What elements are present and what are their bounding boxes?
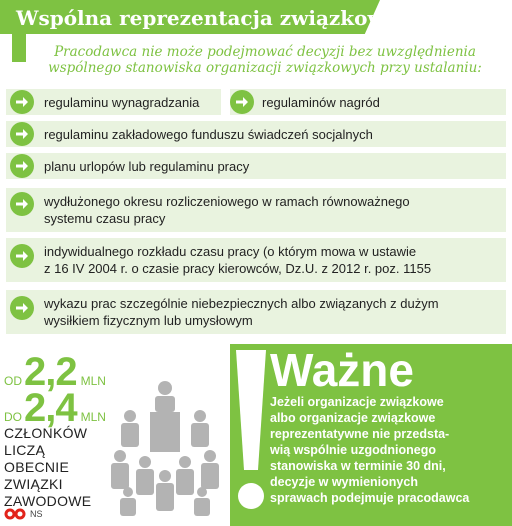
arrow-right-icon <box>10 90 34 114</box>
arrow-right-icon <box>10 192 34 216</box>
list-item: planu urlopów lub regulaminu pracy <box>6 153 506 179</box>
arrow-right-icon <box>10 122 34 146</box>
exclamation-icon <box>234 350 268 520</box>
members-label: CZŁONKÓW LICZĄ OBECNIE ZWIĄZKI ZAWODOWE <box>4 425 92 509</box>
list-item: indywidualnego rozkładu czasu pracy (o którym mowa w ustawie z 16 IV 2004 r. o czasie pracy kierowców, Dz.U. z 2012 r. poz. 1155 <box>6 238 506 282</box>
footer <box>4 508 43 520</box>
arrow-right-icon <box>10 296 34 320</box>
stat-from: OD 2,2 MLN <box>4 350 106 394</box>
stat-to: DO 2,4 MLN <box>4 386 106 430</box>
page-title: Wspólna reprezentacja związkowa <box>16 6 398 30</box>
intro-text: Pracodawca nie może podejmować decyzji bez uwzględnienia wspólnego stanowiska organizacji związkowych przy ustalaniu: <box>48 44 482 76</box>
list-item: wydłużonego okresu rozliczeniowego w ramach równoważnego systemu czasu pracy <box>6 188 506 232</box>
arrow-right-icon <box>230 90 254 114</box>
intro-tab-decoration <box>12 34 26 62</box>
important-title: Ważne <box>270 344 414 396</box>
list-item: regulaminu wynagradzania <box>6 89 221 115</box>
publisher-logo-icon <box>4 508 26 520</box>
important-text: Jeżeli organizacje związkowe albo organizacje związkowe reprezentatywne nie przedsta- wią wspólnie uzgodnionego stanowiska w terminie 30 dni, decyzje w wymienionych sprawach podejmuje pracodawca <box>270 395 470 505</box>
people-podium-icon <box>100 376 230 516</box>
arrow-right-icon <box>10 154 34 178</box>
arrow-right-icon <box>10 244 34 268</box>
list-item: regulaminów nagród <box>230 89 506 115</box>
list-item: regulaminu zakładowego funduszu świadczeń socjalnych <box>6 121 506 147</box>
credit: NS <box>30 509 43 519</box>
list-item: wykazu prac szczególnie niebezpiecznych albo związanych z dużym wysiłkiem fizycznym lub umysłowym <box>6 290 506 334</box>
